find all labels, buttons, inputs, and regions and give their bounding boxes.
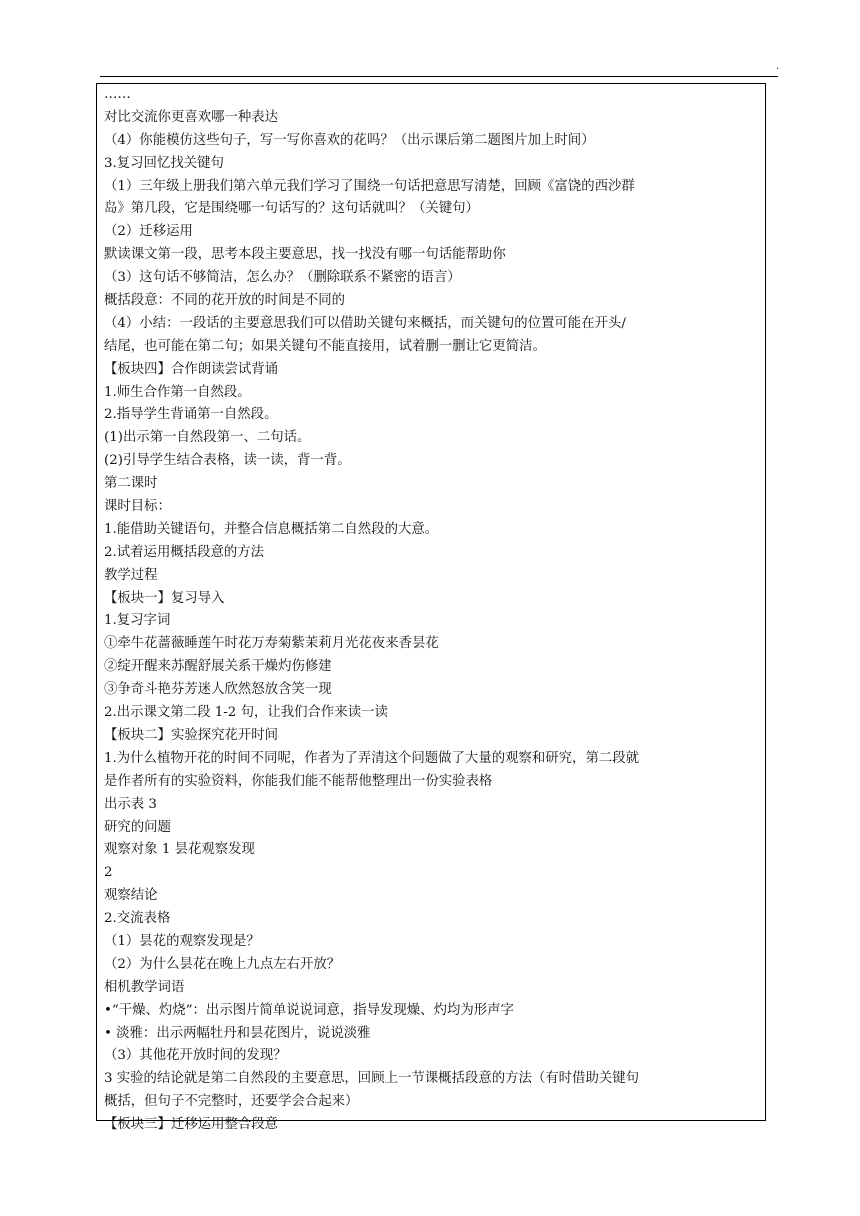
text-line: 2.出示课文第二段 1-2 句，让我们合作来读一读 — [104, 705, 388, 721]
text-line: （4）你能模仿这些句子，写一写你喜欢的花吗？（出示课后第二题图片加上时间） — [104, 132, 595, 148]
text-line: 3 实验的结论就是第二自然段的主要意思，回顾上一节课概括段意的方法（有时借助关键句 — [104, 1071, 640, 1087]
text-line: 教学过程 — [104, 567, 158, 583]
text-line: 观察结论 — [104, 888, 158, 904]
text-line: （1）三年级上册我们第六单元我们学习了围绕一句话把意思写清楚，回顾《富饶的西沙群 — [104, 178, 635, 194]
text-line: • 淡雅：出示两幅牡丹和昙花图片，说说淡雅 — [104, 1025, 371, 1041]
header-mark: . — [776, 61, 780, 72]
text-line: 1.复习字词 — [104, 613, 171, 629]
lesson-plan-text — [104, 84, 754, 1137]
text-line: 【板块三】迁移运用整合段意 — [104, 1117, 279, 1133]
text-line: 2.指导学生背诵第一自然段。 — [104, 407, 278, 423]
text-line: （1）昙花的观察发现是？ — [104, 933, 260, 949]
text-line: （3）这句话不够简洁，怎么办？（删除联系不紧密的语言） — [104, 270, 461, 286]
text-line: 【板块一】复习导入 — [104, 590, 225, 606]
text-line: 2 — [104, 865, 113, 881]
text-line: 研究的问题 — [104, 819, 171, 835]
text-line: ①牵牛花蔷薇睡莲午时花万寿菊紫茉莉月光花夜来香昙花 — [104, 636, 439, 652]
text-line: 岛》第几段，它是围绕哪一句话写的？这句话就叫？（关键句） — [104, 201, 479, 217]
text-line: ②绽开醒来苏醒舒展关系干燥灼伤修建 — [104, 659, 332, 675]
text-line: 2.交流表格 — [104, 911, 171, 927]
text-line: 默读课文第一段，思考本段主要意思，找一找没有哪一句话能帮助你 — [104, 247, 506, 263]
text-line: （2）为什么昙花在晚上九点左右开放？ — [104, 956, 341, 972]
text-line: 1.为什么植物开花的时间不同呢，作者为了弄清这个问题做了大量的观察和研究，第二段就 — [104, 750, 640, 766]
text-line: …… — [104, 87, 131, 102]
text-line: 是作者所有的实验资料，你能我们能不能帮他整理出一份实验表格 — [104, 773, 493, 789]
text-line: 结尾，也可能在第二句；如果关键句不能直接用，试着删一删让它更简洁。 — [104, 338, 546, 354]
text-line: •“干燥、灼烧”：出示图片简单说说词意，指导发现燥、灼均为形声字 — [104, 1002, 514, 1018]
text-line: （2）迁移运用 — [104, 224, 193, 240]
text-line: 3.复习回忆找关键句 — [104, 155, 224, 171]
text-line: ③争奇斗艳芬芳迷人欣然怒放含笑一现 — [104, 682, 332, 698]
text-line: 第二课时 — [104, 476, 158, 492]
text-line: 1.师生合作第一自然段。 — [104, 384, 251, 400]
text-line: 【板块二】实验探究花开时间 — [104, 727, 279, 743]
text-line: 【板块四】合作朗读尝试背诵 — [104, 361, 279, 377]
text-line: 出示表 3 — [104, 796, 157, 812]
header-rule — [100, 76, 778, 77]
text-line: 概括，但句子不完整时，还要学会合起来） — [104, 1094, 359, 1110]
text-line: (2)引导学生结合表格，读一读，背一背。 — [104, 453, 351, 469]
text-line: 相机教学词语 — [104, 979, 185, 995]
text-line: 概括段意：不同的花开放的时间是不同的 — [104, 293, 346, 309]
text-line: （4）小结：一段话的主要意思我们可以借助关键句来概括，而关键句的位置可能在开头/ — [104, 315, 626, 331]
text-line: (1)出示第一自然段第一、二句话。 — [104, 430, 311, 446]
text-line: 课时目标： — [104, 499, 171, 515]
text-line: 对比交流你更喜欢哪一种表达 — [104, 109, 279, 125]
text-line: 1.能借助关键语句，并整合信息概括第二自然段的大意。 — [104, 521, 439, 537]
text-line: 观察对象 1 昙花观察发现 — [104, 842, 255, 858]
text-line: 2.试着运用概括段意的方法 — [104, 544, 265, 560]
text-line: （3）其他花开放时间的发现？ — [104, 1048, 287, 1064]
